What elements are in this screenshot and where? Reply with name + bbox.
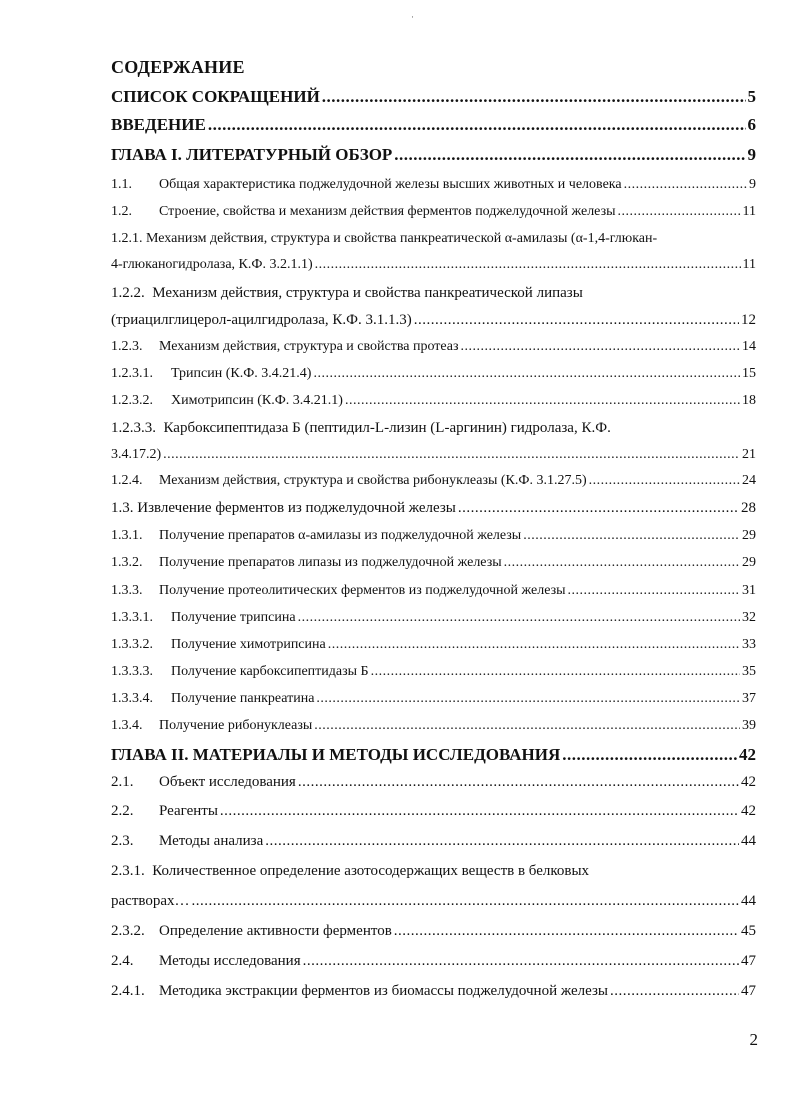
toc-entry: ГЛАВА I. ЛИТЕРАТУРНЫЙ ОБЗОР ..... 9 [111,144,756,166]
toc-title: СОДЕРЖАНИЕ [111,57,245,77]
toc-entry: 2.3. Методы анализа ..... 44 [111,832,756,850]
toc-entry: 2.4.1. Методика экстракции ферментов из биомассы поджелудочной железы ..... 47 [111,982,756,1000]
toc-entry-continuation: 3.4.17.2) ..... 21 [111,446,756,464]
toc-entry: 1.1. Общая характеристика поджелудочной железы высших животных и человека ..... 9 [111,176,756,194]
scan-mark: · [411,12,414,22]
toc-entry-continuation: 4-глюканогидролаза, К.Ф. 3.2.1.1) ..... 11 [111,256,756,274]
toc-entry: ГЛАВА II. МАТЕРИАЛЫ И МЕТОДЫ ИССЛЕДОВАНИЯ ..... 42 [111,744,756,766]
toc-entry: 1.3.2. Получение препаратов липазы из поджелудочной железы ..... 29 [111,554,756,572]
toc-entry: 1.2.3.3. Карбоксипептидаза Б (пептидил-L-лизин (L-аргинин) гидролаза, К.Ф. [111,420,611,436]
toc-entry: 1.2.3. Механизм действия, структура и свойства протеаз ..... 14 [111,338,756,356]
toc-entry: 1.2.1. Механизм действия, структура и свойства панкреатической α-амилазы (α-1,4-глюкан- [111,231,658,246]
toc-entry: 1.2. Строение, свойства и механизм действия ферментов поджелудочной железы ..... 11 [111,203,756,221]
toc-entry: ВВЕДЕНИЕ ..... 6 [111,114,756,136]
toc-entry: 1.3.3.4. Получение панкреатина ..... 37 [111,690,756,708]
toc-entry: 1.3.3. Получение протеолитических ферментов из поджелудочной железы ..... 31 [111,582,756,600]
toc-entry: 2.2. Реагенты ..... 42 [111,802,756,820]
toc-entry: 1.2.3.1. Трипсин (К.Ф. 3.4.21.4) ..... 15 [111,365,756,383]
toc-entry: 2.3.1. Количественное определение азотосодержащих веществ в белковых [111,863,590,879]
toc-entry: 1.3.3.1. Получение трипсина ..... 32 [111,609,756,627]
toc-entry: 1.3.4. Получение рибонуклеазы ..... 39 [111,717,756,735]
page-number: 2 [749,1030,758,1049]
toc-entry: 1.3.1. Получение препаратов α-амилазы из поджелудочной железы ..... 29 [111,527,756,545]
toc-entry: 1.3.3.2. Получение химотрипсина ..... 33 [111,636,756,654]
toc-entry-continuation: (триацилглицерол-ацилгидролаза, К.Ф. 3.1.1.3) ..... 12 [111,311,756,329]
toc-entry: 2.4. Методы исследования ..... 47 [111,952,756,970]
toc-entry: 2.1. Объект исследования ..... 42 [111,773,756,791]
toc-entry: 1.2.2. Механизм действия, структура и свойства панкреатической липазы [111,285,583,301]
toc-entry: 1.2.4. Механизм действия, структура и свойства рибонуклеазы (К.Ф. 3.1.27.5) ..... 24 [111,472,756,490]
toc-entry: 1.2.3.2. Химотрипсин (К.Ф. 3.4.21.1) ..... 18 [111,392,756,410]
toc-entry: 1.3. Извлечение ферментов из поджелудочной железы ..... 28 [111,499,756,517]
toc-entry: 1.3.3.3. Получение карбоксипептидазы Б ..... 35 [111,663,756,681]
toc-entry-continuation: растворах… ..... 44 [111,892,756,910]
toc-entry: 2.3.2. Определение активности ферментов ..... 45 [111,922,756,940]
toc-entry: СПИСОК СОКРАЩЕНИЙ ..... 5 [111,86,756,108]
